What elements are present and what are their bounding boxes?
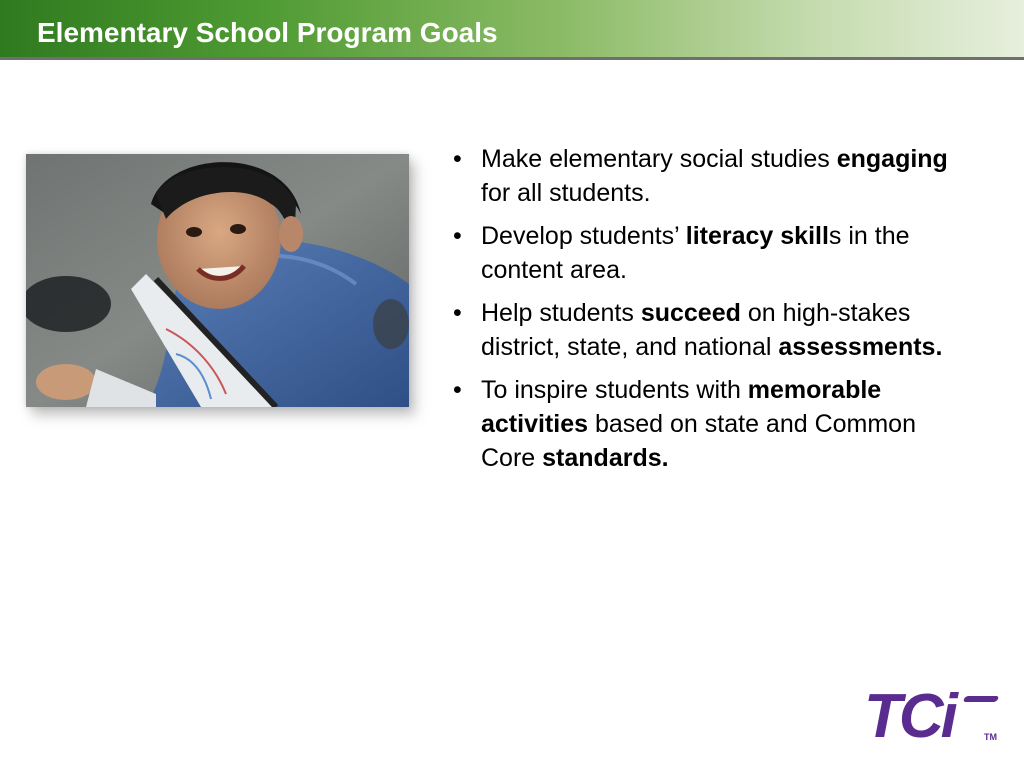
bullet-icon: • [453, 299, 462, 327]
goal-text: s in the content area. [481, 222, 910, 284]
goal-text: based on state and Common Core [481, 410, 916, 472]
goal-item-literacy [451, 219, 971, 287]
bullet-icon: • [453, 145, 462, 173]
title-bar [0, 0, 1024, 60]
goal-text: Develop students’ [481, 222, 686, 250]
goals-list [451, 142, 971, 484]
goal-emphasis: succeed [640, 299, 741, 327]
goal-item-succeed [451, 296, 971, 364]
goal-text: for all students. [481, 179, 651, 207]
goal-emphasis: standards. [542, 444, 669, 472]
goal-emphasis: memorable activities [481, 376, 882, 438]
goal-text: Help students [481, 299, 641, 327]
tci-logo [864, 682, 1004, 751]
slide-title: Elementary School Program Goals [37, 17, 498, 48]
goal-text: To inspire students with [481, 376, 748, 404]
bullet-icon: • [453, 376, 462, 404]
logo-text: TCi [864, 682, 955, 751]
goal-item-engaging [451, 142, 971, 210]
goal-text: Make elementary social studies [481, 145, 837, 173]
goal-emphasis: assessments. [778, 333, 943, 361]
student-photo [26, 154, 409, 407]
goal-item-inspire [451, 373, 971, 475]
trademark-mark: TM [984, 732, 997, 742]
goal-emphasis: engaging [836, 145, 948, 173]
bullet-icon: • [453, 222, 462, 250]
student-photo-icon [26, 154, 409, 407]
goal-emphasis: literacy skill [685, 222, 829, 250]
logo-swoosh-icon [963, 696, 1000, 702]
goal-text: on high-stakes district, state, and national [481, 299, 911, 361]
